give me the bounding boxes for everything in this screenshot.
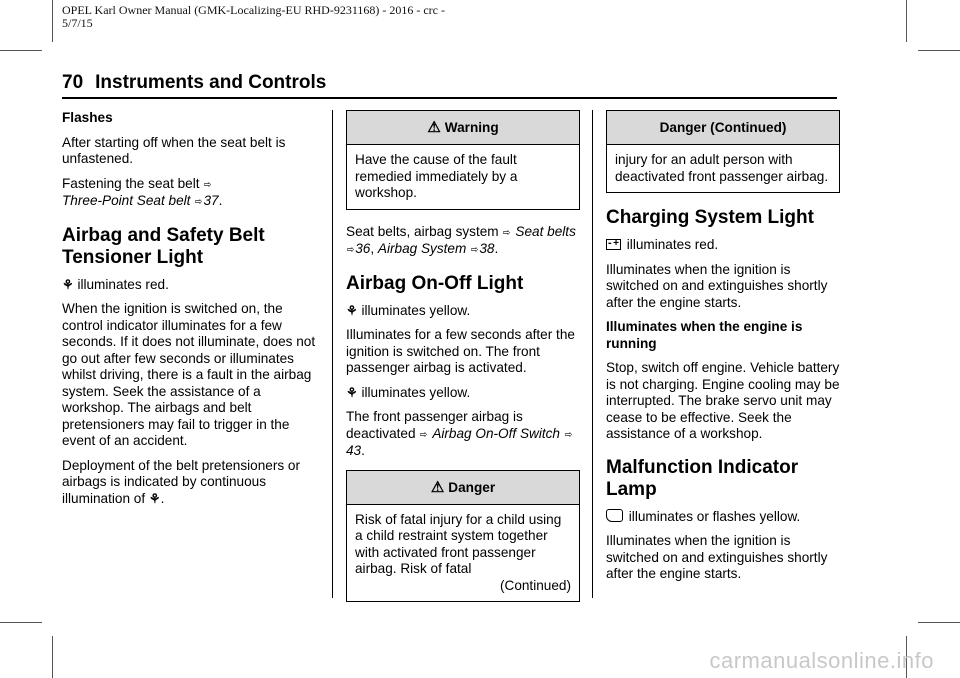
danger-title: Danger — [448, 479, 496, 495]
danger-box-body — [347, 505, 579, 602]
mil-heading: Malfunction Indicator Lamp — [606, 456, 799, 500]
print-metadata-line1: OPEL Karl Owner Manual (GMK-Localizing-EU RHD-9231168) - 2016 - crc - — [62, 3, 446, 17]
warning-box-header — [347, 111, 579, 145]
running-header — [62, 72, 326, 94]
danger-continued-body: injury for an adult person with deactivated front passenger airbag. — [615, 152, 829, 184]
flashes-text: After starting off when the seat belt is unfastened. — [62, 134, 286, 166]
charging-paragraph-2: Stop, switch off engine. Vehicle battery is not charging. Engine cooling may be interrupted. The brake servo unit may cease to be effective. Seek the assistance of a workshop. — [606, 360, 840, 441]
passenger-airbag-on-icon: ⚘ — [346, 302, 358, 318]
page-ref-icon: ⇨ — [346, 244, 355, 256]
warning-triangle-icon: ⚠ — [430, 478, 445, 496]
watermark: carmanualsonline.info — [709, 648, 934, 673]
flashes-subheading: Flashes — [62, 110, 113, 125]
airbag-icon-text: illuminates red. — [77, 276, 169, 292]
airbag-system-page[interactable]: 38 — [479, 241, 495, 256]
page-ref-icon: ⇨ — [471, 244, 479, 256]
column-divider — [592, 110, 593, 598]
page-ref-icon: ⇨ — [503, 226, 511, 239]
warning-title: Warning — [444, 120, 499, 135]
airbag-onoff-heading: Airbag On-Off Light — [346, 272, 524, 294]
section-title: Instruments and Controls — [95, 72, 327, 93]
crop-mark — [0, 622, 42, 623]
column-divider — [332, 110, 333, 598]
airbag-system-link[interactable]: Airbag System — [377, 241, 467, 256]
mil-paragraph-1: Illuminates when the ignition is switched on and extinguishes shortly after the engine starts. — [606, 533, 828, 581]
airbag-onoff-switch-link[interactable]: Airbag On-Off Switch — [432, 425, 560, 441]
seatbelt-airbag-text: Seat belts, airbag system — [346, 223, 499, 239]
engine-icon — [606, 509, 623, 522]
danger-body: Risk of fatal injury for a child using a child restraint system together with activated front passenger airbag. Risk of fatal — [355, 511, 562, 576]
danger-box — [346, 470, 580, 603]
airbag-paragraph-2-text: Deployment of the belt pretensioners or airbags is indicated by continuous illumination of — [62, 457, 301, 506]
charging-heading: Charging System Light — [606, 207, 814, 228]
charging-subheading: Illuminates when the engine is running — [606, 319, 803, 351]
warning-body: Have the cause of the fault remedied immediately by a workshop. — [355, 152, 518, 200]
page-ref-icon: ⇨ — [564, 428, 573, 441]
warning-triangle-icon: ⚠ — [427, 119, 441, 136]
three-point-seatbelt-link[interactable]: Three-Point Seat belt — [62, 193, 191, 208]
onoff-icon-line-1 — [346, 303, 580, 320]
seatbelt-airbag-refs: Seat belts, airbag system ⇨ Seat belts ⇨36, Airbag System ⇨38. — [346, 224, 580, 259]
charging-paragraph-1: Illuminates when the ignition is switched on and extinguishes shortly after the engine starts. — [606, 261, 828, 310]
airbag-paragraph-1: When the ignition is switched on, the control indicator illuminates for a few seconds. If it does not illuminate, does not go out after few seconds or illuminates whilst driving, there is a fault in the airbag system. Seek the assistance of a workshop. The airbags and belt pretensioners may fail to trigger in the event of an accident. — [62, 301, 316, 448]
onoff-icon-text-1: illuminates yellow. — [361, 302, 471, 318]
airbag-icon-line — [62, 277, 324, 294]
danger-continued-box — [606, 110, 840, 193]
warning-box — [346, 110, 580, 210]
airbag-warning-icon: ⚘ — [62, 276, 74, 292]
charging-icon-line — [606, 237, 840, 254]
onoff-icon-text-2: illuminates yellow. — [361, 384, 471, 400]
airbag-warning-icon: ⚘ — [148, 490, 161, 506]
page-ref-icon: ⇨ — [420, 428, 428, 441]
airbag-paragraph-2: Deployment of the belt pretensioners or airbags is indicated by continuous illumination of ⚘. — [62, 457, 301, 506]
mil-icon-text: illuminates or flashes yellow. — [628, 508, 801, 524]
page-ref-icon: ⇨ — [195, 196, 203, 208]
three-point-seatbelt-page[interactable]: 37 — [203, 193, 219, 208]
page-ref-icon: ⇨ — [204, 178, 212, 191]
crop-mark — [918, 622, 960, 623]
page-number: 70 — [62, 72, 84, 93]
seat-belts-page[interactable]: 36 — [355, 241, 371, 256]
continued-label: (Continued) — [499, 577, 571, 593]
crop-mark — [918, 50, 960, 51]
crop-mark — [906, 0, 907, 42]
onoff-paragraph-1: Illuminates for a few seconds after the ignition is switched on. The front passenger airbag is activated. — [346, 327, 575, 375]
column-2 — [346, 110, 580, 612]
charging-icon-text: illuminates red. — [626, 237, 719, 252]
airbag-heading: Airbag and Safety Belt Tensioner Light — [62, 224, 265, 268]
onoff-paragraph-2: The front passenger airbag is deactivated ⇨ Airbag On-Off Switch ⇨43. — [346, 409, 573, 458]
print-metadata — [62, 4, 445, 30]
airbag-onoff-switch-page[interactable]: 43 — [346, 443, 362, 458]
crop-mark — [52, 0, 53, 42]
onoff-paragraph-2-text: The front passenger airbag is deactivated — [346, 409, 523, 441]
crop-mark — [52, 636, 53, 678]
passenger-airbag-off-icon: ⚘ — [346, 384, 358, 400]
print-metadata-line2: 5/7/15 — [62, 16, 93, 30]
seat-belts-link[interactable]: Seat belts — [515, 223, 576, 239]
crop-mark — [0, 50, 42, 51]
mil-icon-line — [606, 509, 840, 526]
header-rule — [62, 97, 837, 99]
column-1 — [62, 110, 324, 515]
battery-icon — [606, 239, 621, 250]
fastening-paragraph: Fastening the seat belt ⇨ Three-Point Seat belt ⇨37. — [62, 176, 324, 211]
onoff-icon-line-2 — [346, 385, 580, 402]
column-3 — [606, 110, 840, 591]
danger-box-header — [347, 471, 579, 505]
fastening-text: Fastening the seat belt — [62, 175, 200, 191]
danger-continued-header: Danger (Continued) — [607, 111, 839, 145]
